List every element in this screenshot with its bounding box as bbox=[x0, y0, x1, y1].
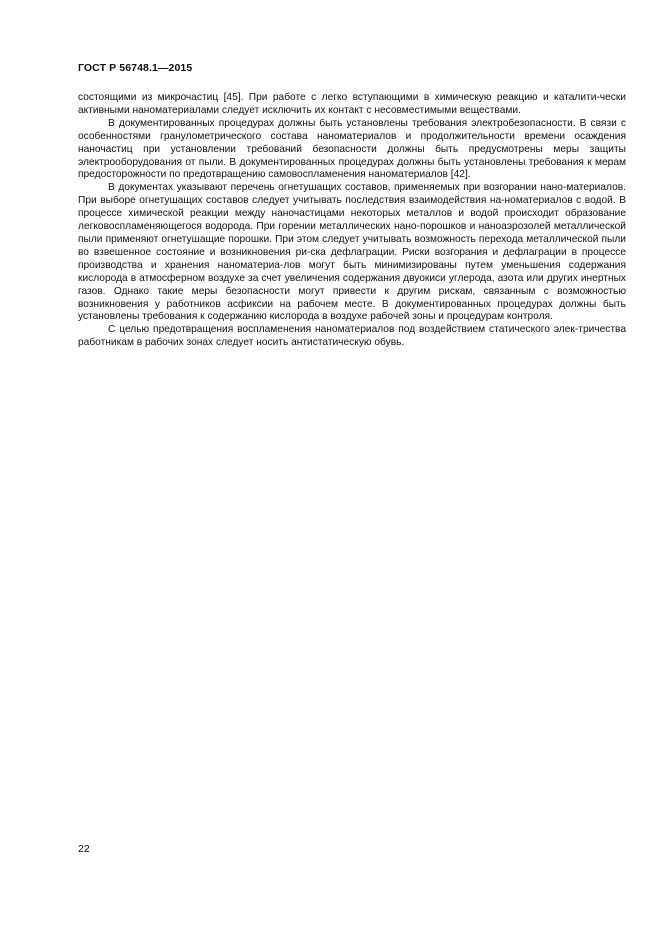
standard-code: ГОСТ Р 56748.1—2015 bbox=[78, 62, 193, 74]
paragraph-continuation: состоящими из микрочастиц [45]. При работе с легко вступающими в химическую реакцию и каталити-чески активными наноматериалами следует исключить их контакт с несовместимыми веществами. bbox=[78, 92, 626, 116]
document-header bbox=[78, 62, 192, 74]
paragraph-fire-extinguishing: В документах указывают перечень огнетушащих составов, применяемых при возгорании нано-материалов. При выборе огнетушащих составов следует учитывать последствия взаимодействия на-номатериалов с водой. В процессе химической реакции между наночастицами некоторых металлов и водой происходит образование легковоспламеняющегося водорода. При горении металлических нано-порошков и наноаэрозолей металлической пыли применяют огнетушащие порошки. При этом следует учитывать возможность перехода металлической пыли во взвешенное состояние и возникновения ри-ска дефлаграции. Риски возгорания и дефлаграции в процессе производства и хранения наноматериа-лов могут быть минимизированы путем уменьшения содержания кислорода в атмосферном воздухе за счет увеличения содержания двуокиси углерода, азота или других инертных газов. Однако такие меры безопасности могут привести к другим рискам, связанным с возможностью возникновения у работников асфиксии на рабочем месте. В документированных процедурах должны быть установлены требования к содержанию кислорода в воздухе рабочей зоны и процедурам контроля. bbox=[78, 182, 626, 323]
document-body bbox=[78, 92, 626, 350]
page-number: 22 bbox=[78, 843, 90, 855]
paragraph-static-electricity: С целью предотвращения воспламенения наноматериалов под воздействием статического элек-тричества работникам в рабочих зонах следует носить антистатическую обувь. bbox=[78, 324, 626, 349]
paragraph-electrical-safety: В документированных процедурах должны быть установлены требования электробезопасности. В связи с особенностями гранулометрического состава наноматериалов и продолжительности времени осаждения наночастиц при установлении требований безопасности должны быть предусмотрены меры защиты электрооборудования от пыли. В документированных процедурах должны быть установлены требования к мерам предосторожности по предотвращению самовоспламенения наноматериалов [42]. bbox=[78, 117, 626, 181]
